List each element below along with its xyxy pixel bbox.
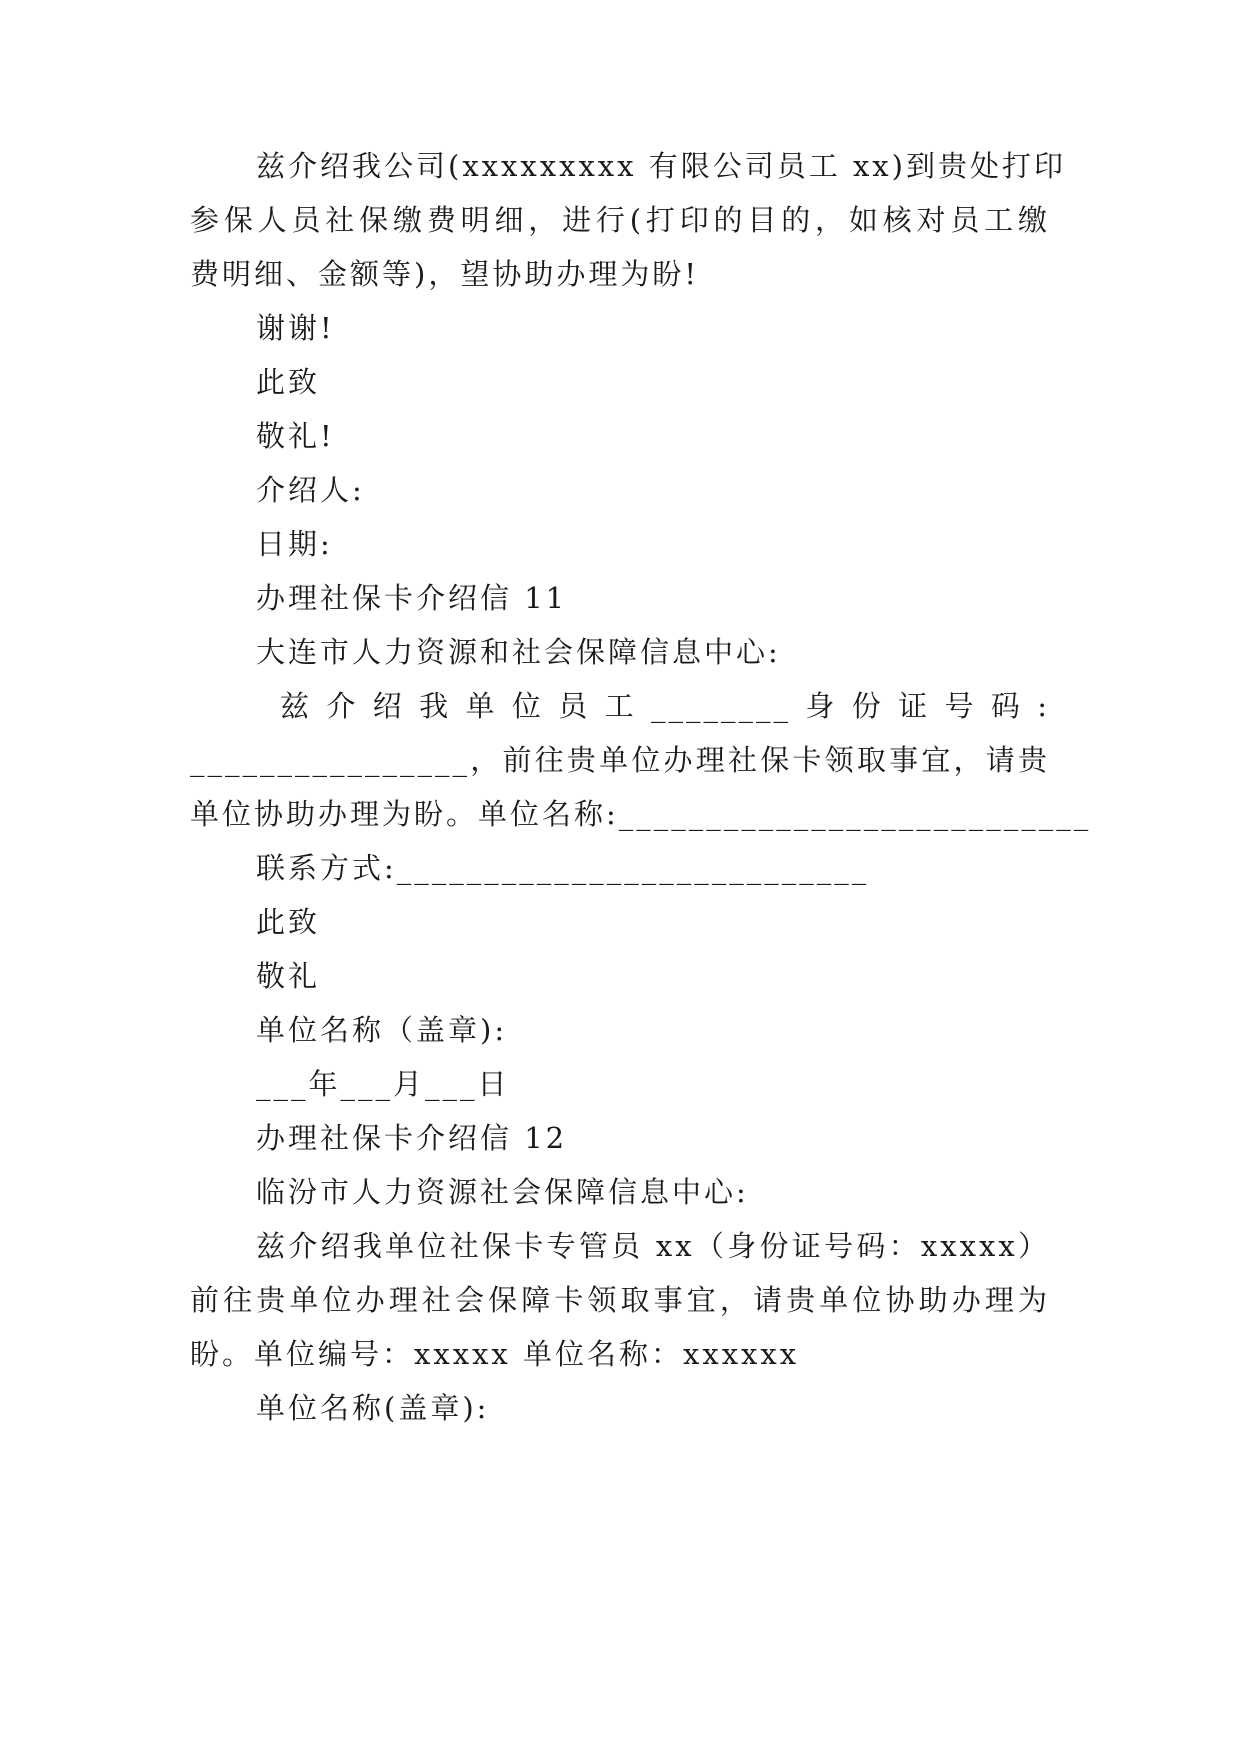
section-heading: 办理社保卡介绍信 11: [256, 581, 568, 615]
paragraph-line: 联系方式:___________________________: [256, 851, 870, 885]
paragraph-line: 介绍人:: [256, 473, 365, 507]
paragraph-line: 敬礼!: [256, 419, 335, 453]
paragraph-line: ________________，前往贵单位办理社保卡领取事宜，请贵: [190, 743, 1050, 777]
paragraph-line: 此致: [256, 365, 321, 399]
paragraph-line: 前往贵单位办理社会保障卡领取事宜，请贵单位协助办理为: [190, 1283, 1050, 1317]
paragraph-line: 单位名称(盖章):: [256, 1391, 490, 1425]
paragraph-line: 日期:: [256, 527, 333, 561]
paragraph-line: ___年___月___日: [256, 1067, 510, 1101]
paragraph-line: 参保人员社保缴费明细，进行(打印的目的，如核对员工缴: [190, 203, 1050, 237]
paragraph-line: 此致: [256, 905, 321, 939]
paragraph-line: 临汾市人力资源社会保障信息中心:: [256, 1175, 749, 1209]
section-heading: 办理社保卡介绍信 12: [256, 1121, 568, 1155]
paragraph-line: 兹介绍我单位社保卡专管员 xx（身份证号码：xxxxx）: [256, 1229, 1050, 1263]
paragraph-line: 谢谢!: [256, 311, 335, 345]
paragraph-line: 单位协助办理为盼。单位名称:___________________________: [190, 797, 1092, 831]
paragraph-line: 费明细、金额等)，望协助办理为盼!: [190, 257, 699, 291]
paragraph-line: 大连市人力资源和社会保障信息中心:: [256, 635, 781, 669]
paragraph-line: 单位名称（盖章):: [256, 1013, 508, 1047]
paragraph-line: 兹介绍我公司(xxxxxxxxx 有限公司员工 xx)到贵处打印: [256, 149, 1066, 183]
paragraph-line: 盼。单位编号：xxxxx 单位名称：xxxxxx: [190, 1337, 800, 1371]
paragraph-line: 兹介绍我单位员工________身份证号码:: [280, 689, 1050, 723]
paragraph-line: 敬礼: [256, 959, 321, 993]
